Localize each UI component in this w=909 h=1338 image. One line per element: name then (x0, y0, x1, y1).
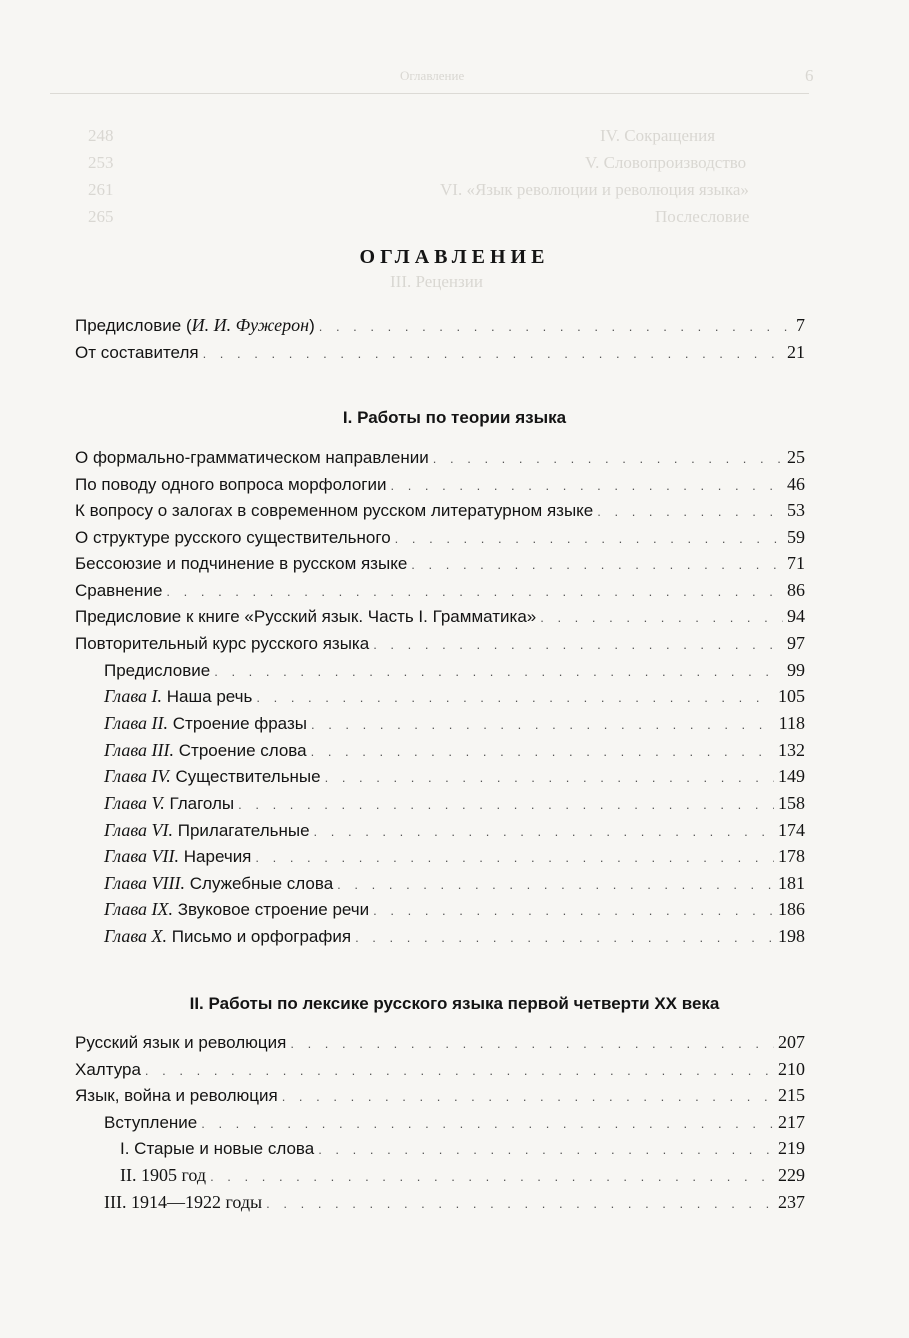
toc-entry-label: Глава IV. Существительные (104, 766, 321, 786)
toc-entry-label: II. 1905 год (120, 1165, 207, 1185)
toc-entry-page: 21 (787, 342, 805, 362)
toc-entry[interactable] (75, 1085, 805, 1111)
leader-dots (597, 504, 783, 519)
toc-chapter[interactable] (104, 820, 805, 846)
toc-entry-label: Предисловие (104, 661, 211, 680)
leader-dots (145, 1063, 774, 1078)
toc-entry-page: 25 (787, 447, 805, 467)
toc-entry[interactable] (75, 474, 805, 500)
toc-entry-page: 94 (787, 606, 805, 626)
toc-entry[interactable] (75, 342, 805, 368)
section-heading: I. Работы по теории языка (342, 408, 567, 427)
show-through-section: III. Рецензии (390, 272, 483, 291)
toc-entry-page: 53 (787, 500, 805, 520)
leader-dots (337, 877, 774, 892)
toc-entry-page: 97 (787, 633, 805, 653)
show-through-page: 248 (88, 126, 114, 145)
toc-entry[interactable] (75, 500, 805, 526)
leader-dots (311, 717, 775, 732)
toc-entry[interactable] (75, 606, 805, 632)
toc-subentry[interactable] (120, 1138, 805, 1164)
leader-dots (318, 1142, 774, 1157)
show-through-page: 253 (88, 153, 114, 172)
toc-entry-page: 71 (787, 553, 805, 573)
toc-entry-page: 149 (778, 766, 805, 786)
toc-entry-label: О формально-грамматическом направлении (75, 448, 429, 467)
toc-entry-page: 59 (787, 527, 805, 547)
leader-dots (373, 903, 774, 918)
toc-entry-label: Глава V. Глаголы (104, 793, 235, 813)
toc-chapter[interactable] (104, 926, 805, 952)
toc-chapter[interactable] (104, 713, 805, 739)
toc-chapter[interactable] (104, 899, 805, 925)
toc-entry-page: 99 (787, 660, 805, 680)
toc-subentry[interactable] (104, 1112, 805, 1138)
toc-entry-label: Повторительный курс русского языка (75, 634, 370, 653)
toc-entry-page: 178 (778, 846, 805, 866)
leader-dots (201, 1116, 774, 1131)
toc-entry-page: 229 (778, 1165, 805, 1185)
leader-dots (314, 824, 774, 839)
toc-entry-page: 217 (778, 1112, 805, 1132)
toc-entry[interactable] (75, 527, 805, 553)
leader-dots (395, 531, 783, 546)
leader-dots (433, 451, 783, 466)
toc-entry[interactable] (75, 1059, 805, 1085)
toc-entry-label: Русский язык и революция (75, 1033, 287, 1052)
toc-entry-label: Глава III. Строение слова (104, 740, 307, 760)
toc-subentry[interactable] (120, 1165, 805, 1191)
leader-dots (290, 1036, 774, 1051)
toc-entry-page: 181 (778, 873, 805, 893)
toc-entry-label: Глава II. Строение фразы (104, 713, 307, 733)
leader-dots (390, 478, 783, 493)
leader-dots (319, 319, 792, 334)
toc-entry[interactable] (75, 580, 805, 606)
toc-entry-label: Глава X. Письмо и орфография (104, 926, 352, 946)
toc-entry-page: 219 (778, 1138, 805, 1158)
show-through-line: VI. «Язык революции и революция языка» (440, 180, 749, 199)
show-through-line: Послесловие (655, 207, 750, 226)
toc-entry[interactable] (75, 633, 805, 659)
toc-entry-label: Глава VIII. Служебные слова (104, 873, 334, 893)
leader-dots (210, 1169, 774, 1184)
toc-entry-label: Предисловие к книге «Русский язык. Часть I. Грамматика» (75, 607, 537, 626)
toc-entry-label: Халтура (75, 1060, 141, 1079)
leader-dots (540, 610, 783, 625)
toc-chapter[interactable] (104, 873, 805, 899)
toc-entry[interactable] (75, 315, 805, 341)
toc-entry-page: 46 (787, 474, 805, 494)
toc-chapter[interactable] (104, 686, 805, 712)
leader-dots (266, 1196, 774, 1211)
page-title: ОГЛАВЛЕНИЕ (359, 246, 550, 268)
leader-dots (355, 930, 774, 945)
toc-entry[interactable] (75, 1032, 805, 1058)
toc-entry-label: Бессоюзие и подчинение в русском языке (75, 554, 408, 573)
toc-entry-label: III. 1914—1922 годы (104, 1192, 263, 1212)
toc-entry-page: 186 (778, 899, 805, 919)
leader-dots (238, 797, 774, 812)
show-through-rule (50, 93, 809, 94)
toc-entry-label: Глава VII. Наречия (104, 846, 252, 866)
toc-chapter[interactable] (104, 846, 805, 872)
toc-entry-label: К вопросу о залогах в современном русском литературном языке (75, 501, 594, 520)
show-through-header-page: 6 (805, 66, 814, 85)
toc-entry-page: 158 (778, 793, 805, 813)
toc-entry[interactable] (75, 553, 805, 579)
toc-chapter[interactable] (104, 793, 805, 819)
show-through-page: 265 (88, 207, 114, 226)
show-through-line: IV. Сокращения (600, 126, 716, 145)
leader-dots (203, 346, 783, 361)
toc-entry-label: Глава I. Наша речь (104, 686, 253, 706)
toc-subentry[interactable] (104, 1192, 805, 1218)
toc-entry-page: 237 (778, 1192, 805, 1212)
toc-entry[interactable] (75, 447, 805, 473)
show-through-header: Оглавление (400, 68, 465, 83)
show-through-line: V. Словопроизводство (585, 153, 747, 172)
toc-entry-page: 198 (778, 926, 805, 946)
toc-entry-page: 207 (778, 1032, 805, 1052)
toc-subentry[interactable] (104, 660, 805, 686)
toc-entry-label: Сравнение (75, 581, 163, 600)
toc-entry-page: 215 (778, 1085, 805, 1105)
toc-entry-label: О структуре русского существительного (75, 528, 391, 547)
leader-dots (166, 584, 783, 599)
toc-entry-page: 118 (778, 713, 805, 733)
toc-entry-page: 7 (796, 315, 805, 335)
toc-entry-page: 132 (778, 740, 805, 760)
leader-dots (282, 1089, 774, 1104)
toc-entry-label: Предисловие (И. И. Фужерон) (75, 315, 315, 335)
toc-entry-label: Вступление (104, 1113, 198, 1132)
toc-entry-page: 210 (778, 1059, 805, 1079)
leader-dots (311, 744, 774, 759)
toc-chapter[interactable] (104, 766, 805, 792)
leader-dots (325, 770, 774, 785)
toc-entry-label: По поводу одного вопроса морфологии (75, 475, 387, 494)
toc-entry-label: Язык, война и революция (75, 1086, 278, 1105)
toc-entry-label: Глава VI. Прилагательные (104, 820, 310, 840)
toc-entry-page: 105 (778, 686, 805, 706)
leader-dots (256, 690, 774, 705)
section-heading: II. Работы по лексике русского языка первой четверти XX века (189, 994, 720, 1013)
toc-entry-label: I. Старые и новые слова (120, 1139, 315, 1158)
toc-entry-label: Глава IX. Звуковое строение речи (104, 899, 370, 919)
toc-entry-page: 86 (787, 580, 805, 600)
toc-chapter[interactable] (104, 740, 805, 766)
leader-dots (214, 664, 783, 679)
toc-entry-label: От составителя (75, 343, 199, 362)
show-through-page: 261 (88, 180, 114, 199)
toc-entry-page: 174 (778, 820, 805, 840)
leader-dots (411, 557, 783, 572)
leader-dots (373, 637, 783, 652)
leader-dots (255, 850, 774, 865)
